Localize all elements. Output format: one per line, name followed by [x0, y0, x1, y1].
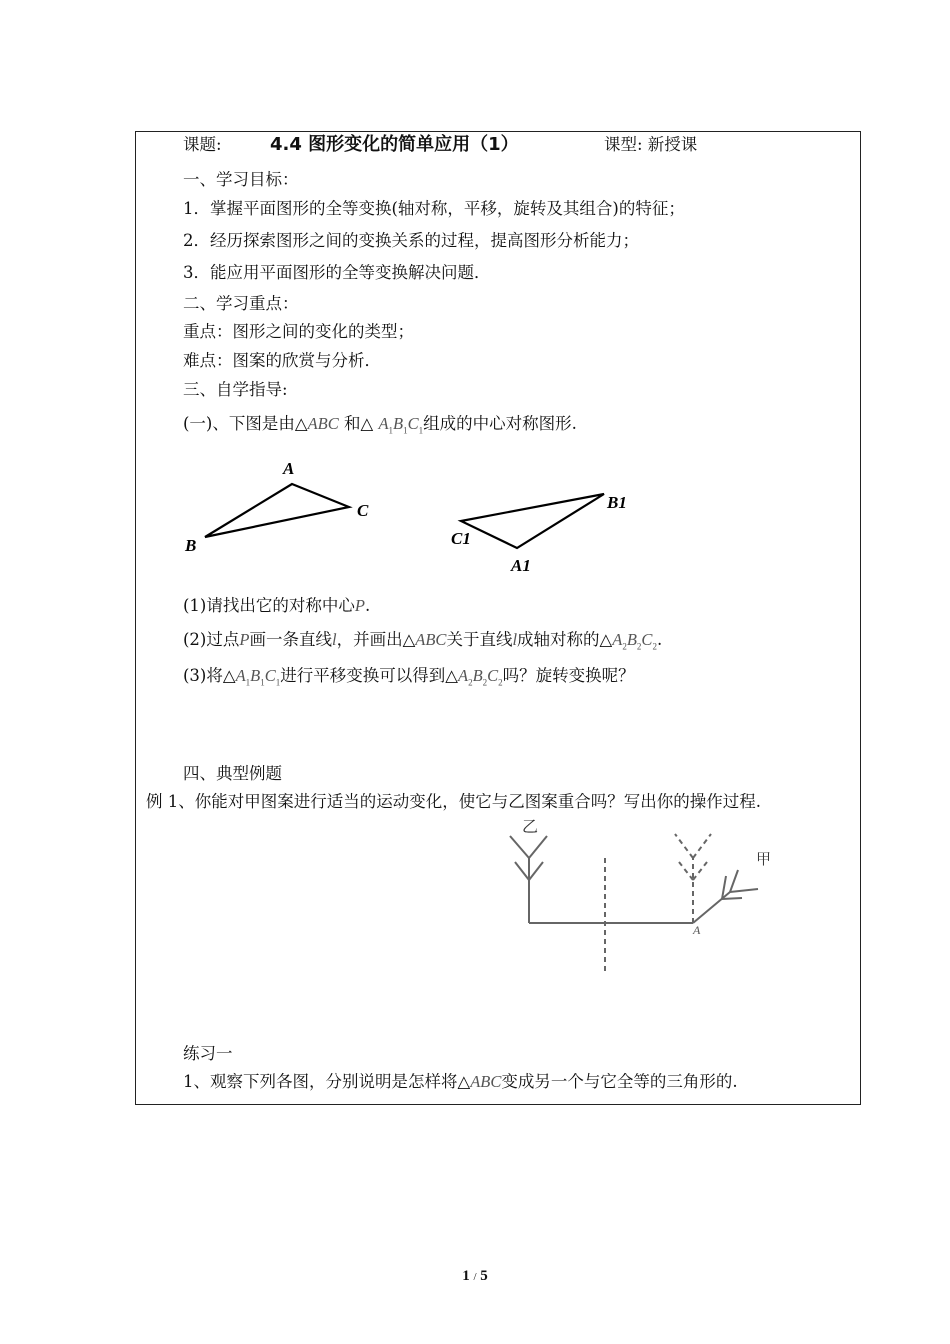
question-2: (2)过点P画一条直线l，并画出△ABC关于直线l成轴对称的$\triangle A_2B_2C_2$.	[183, 630, 663, 652]
objective-2: 2．经历探索图形之间的变换关系的过程，提高图形分析能力；	[183, 231, 639, 250]
difficulty: 难点：图案的欣赏与分析．	[183, 351, 381, 370]
label-a1: A1	[511, 556, 531, 575]
keypoints-heading: 二、学习重点：	[183, 294, 299, 313]
examples-heading: 四、典型例题	[183, 764, 282, 783]
triangle-abc	[205, 484, 349, 537]
label-c: C	[357, 501, 369, 520]
course-title: 4.4 图形变化的简单应用（1）	[270, 134, 519, 155]
question-1: (1)请找出它的对称中心P.	[183, 596, 371, 615]
label-a: A	[283, 459, 295, 478]
question-3: (3)将$\triangle A_1B_1C_1$进行平移变换可以得到$\triangle A_2B_2C_2$吗？旋转变换呢？	[183, 666, 635, 688]
example-1: 例 1、你能对甲图案进行适当的运动变化，使它与乙图案重合吗？写出你的操作过程.	[146, 792, 761, 811]
label-c1: C1	[451, 529, 471, 548]
guide-intro: (一)、下图是由△ABC 和△ $A_1B_1C_1$组成的中心对称图形.	[183, 414, 577, 436]
guide-heading: 三、自学指导:	[183, 380, 288, 399]
keypoint: 重点：图形之间的变化的类型；	[183, 322, 414, 341]
label-jia: 甲	[756, 850, 772, 868]
practice-item-1: 1、观察下列各图，分别说明是怎样将△ABC变成另一个与它全等的三角形的.	[183, 1072, 738, 1091]
objectives-heading: 一、学习目标：	[183, 170, 299, 189]
label-a-point: A	[693, 923, 701, 937]
objective-3: 3．能应用平面图形的全等变换解决问题．	[183, 263, 491, 282]
objective-1: 1．掌握平面图形的全等变换(轴对称，平移，旋转及其组合)的特征；	[183, 199, 685, 218]
label-b1: B1	[607, 493, 627, 512]
triangle-a1b1c1	[461, 494, 604, 548]
triangles-figure	[0, 0, 950, 600]
course-label: 课题:	[183, 135, 222, 154]
math-abc: ABC	[307, 414, 339, 433]
practice-heading: 练习一	[183, 1044, 233, 1063]
label-b: B	[185, 536, 197, 555]
label-yi: 乙	[522, 817, 539, 836]
tree-pattern-figure	[480, 810, 800, 985]
lesson-type: 课型: 新授课	[604, 135, 698, 154]
page-number: 1 / 5	[462, 1268, 488, 1284]
math-a1b1c1: $A_1B_1C_1$	[378, 414, 424, 436]
